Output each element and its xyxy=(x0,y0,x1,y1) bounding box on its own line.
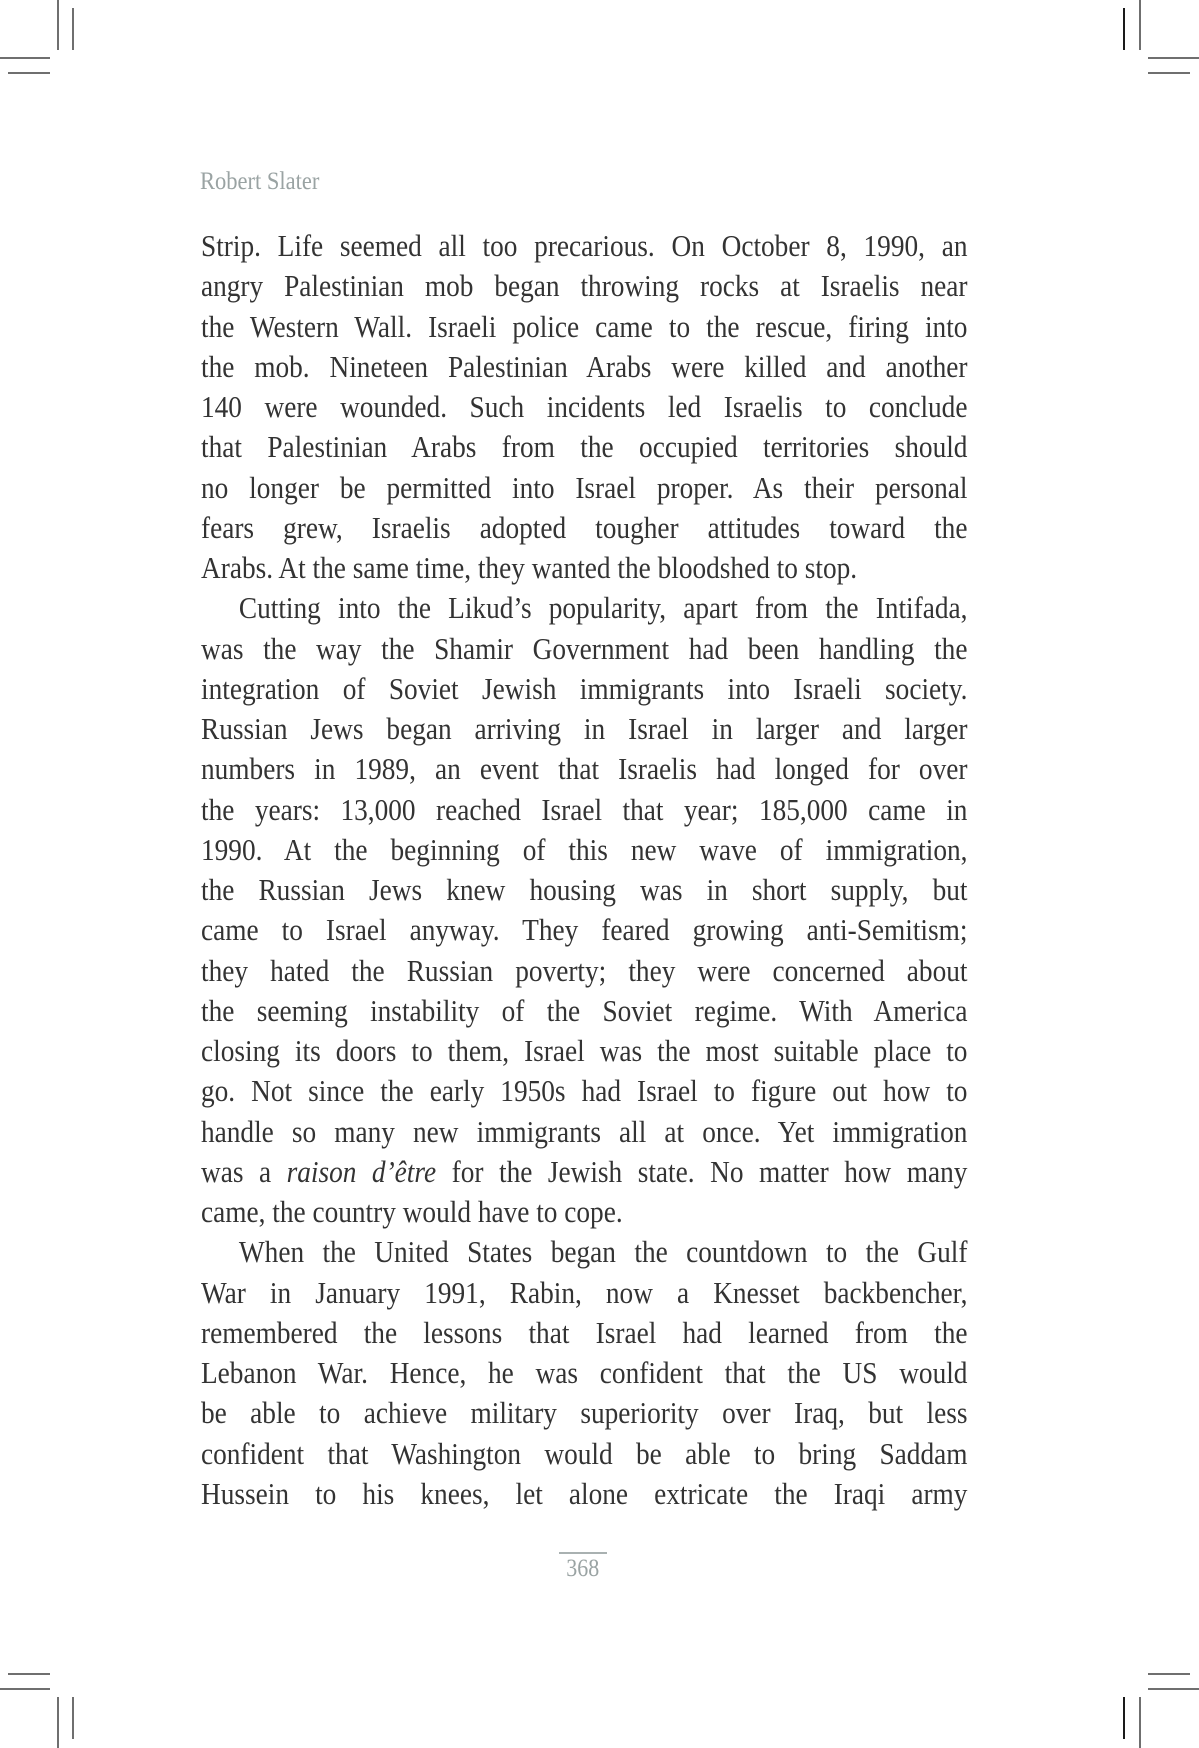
crop-mark-top-left-vertical-outer xyxy=(57,0,59,50)
text-line: that Palestinian Arabs from the occupied territories should xyxy=(201,429,968,465)
crop-mark-bottom-right-horizontal-outer xyxy=(1148,1688,1199,1690)
text-line: be able to achieve military superiority over Iraq, but less xyxy=(201,1395,968,1431)
page-number-text: 368 xyxy=(566,1555,600,1582)
crop-mark-bottom-right-vertical-outer xyxy=(1139,1697,1141,1748)
text-line: integration of Soviet Jewish immigrants into Israeli society. xyxy=(201,670,968,706)
text-line: remembered the lessons that Israel had learned from the xyxy=(201,1314,968,1350)
text-line: the seeming instability of the Soviet regime. With America xyxy=(201,992,968,1028)
paragraph-start-line: Cutting into the Likud’s popularity, apart from the Intifada, xyxy=(238,590,968,626)
text-line: handle so many new immigrants all at once. Yet immigration xyxy=(201,1113,968,1149)
crop-mark-bottom-right-horizontal-inner xyxy=(1148,1673,1190,1675)
text-line: Lebanon War. Hence, he was confident that the US would xyxy=(201,1355,968,1390)
crop-mark-top-left-vertical-inner xyxy=(72,8,74,50)
text-line: the Western Wall. Israeli police came to the rescue, firing into xyxy=(201,308,968,344)
crop-mark-top-right-horizontal-inner xyxy=(1148,72,1190,74)
text-line: came to Israel anyway. They feared growing anti-Semitism; xyxy=(201,912,968,948)
text-line: the Russian Jews knew housing was in short supply, but xyxy=(201,872,968,907)
text-line: the years: 13,000 reached Israel that year; 185,000 came in xyxy=(201,791,968,827)
crop-mark-bottom-right-vertical-inner xyxy=(1123,1697,1125,1739)
text-line: 1990. At the beginning of this new wave of immigration, xyxy=(201,831,968,867)
text-line-with-italic xyxy=(201,1152,967,1192)
text-line: numbers in 1989, an event that Israelis had longed for over xyxy=(201,751,968,787)
text-line: War in January 1991, Rabin, now a Knesset backbencher, xyxy=(201,1274,968,1310)
text-line: no longer be permitted into Israel proper. As their personal xyxy=(201,469,968,505)
text-run: was a xyxy=(201,1153,287,1189)
text-line: Hussein to his knees, let alone extricate the Iraqi army xyxy=(201,1475,968,1511)
italic-phrase: raison d’être xyxy=(286,1153,437,1189)
text-run: for the Jewish state. No matter how many xyxy=(436,1153,968,1189)
text-line: confident that Washington would be able to bring Saddam xyxy=(201,1435,968,1471)
crop-mark-top-right-horizontal-outer xyxy=(1148,57,1199,59)
text-line: 140 were wounded. Such incidents led Israelis to conclude xyxy=(201,389,968,424)
running-head-author: Robert Slater xyxy=(200,168,320,195)
text-line: Arabs. At the same time, they wanted the bloodshed to stop. xyxy=(201,550,858,585)
body-text xyxy=(201,226,967,1514)
text-line: the mob. Nineteen Palestinian Arabs were killed and another xyxy=(201,348,968,384)
crop-mark-bottom-left-vertical-outer xyxy=(57,1697,59,1748)
text-line: was the way the Shamir Government had been handling the xyxy=(201,630,968,666)
text-line: closing its doors to them, Israel was the most suitable place to xyxy=(201,1033,968,1068)
crop-mark-bottom-left-horizontal-outer xyxy=(0,1688,50,1690)
text-line: came, the country would have to cope. xyxy=(201,1194,623,1229)
crop-mark-top-right-vertical-outer xyxy=(1139,0,1141,50)
text-line: Strip. Life seemed all too precarious. On October 8, 1990, an xyxy=(201,228,968,263)
page-number xyxy=(559,1552,607,1582)
text-line: go. Not since the early 1950s had Israel to figure out how to xyxy=(201,1073,968,1109)
crop-mark-bottom-left-horizontal-inner xyxy=(8,1673,50,1675)
text-line: angry Palestinian mob began throwing rocks at Israelis near xyxy=(201,268,968,304)
crop-mark-bottom-left-vertical-inner xyxy=(72,1697,74,1739)
text-line: they hated the Russian poverty; they were concerned about xyxy=(201,952,968,988)
crop-mark-top-left-horizontal-outer xyxy=(0,57,50,59)
text-line: Russian Jews began arriving in Israel in larger and larger xyxy=(201,711,968,746)
text-line: fears grew, Israelis adopted tougher attitudes toward the xyxy=(201,509,968,545)
paragraph-start-line: When the United States began the countdown to the Gulf xyxy=(238,1234,968,1270)
crop-mark-top-right-vertical-inner xyxy=(1123,8,1125,50)
crop-mark-top-left-horizontal-inner xyxy=(8,72,50,74)
